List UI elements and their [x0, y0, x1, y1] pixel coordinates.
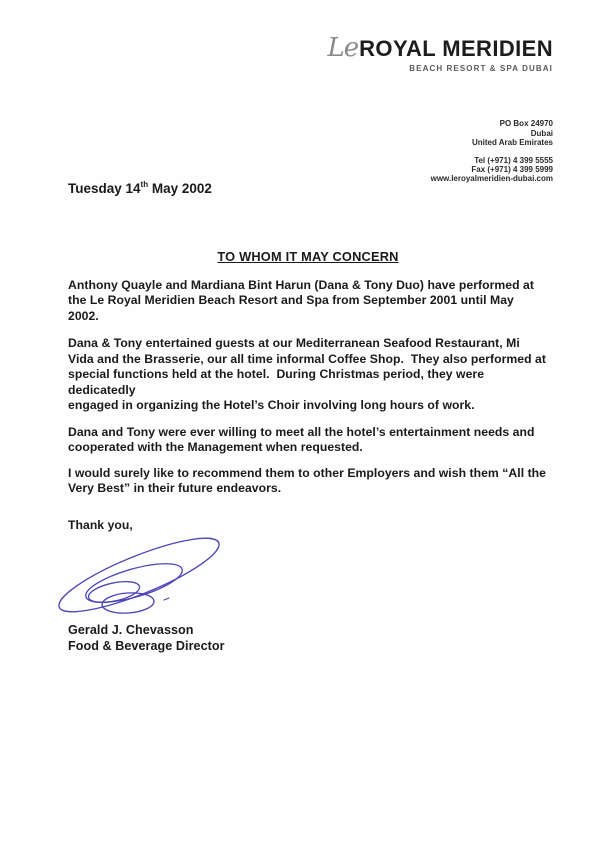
logo-tagline: BEACH RESORT & SPA DUBAI — [409, 64, 553, 73]
logo-wordmark — [327, 33, 553, 63]
body-line: cooperated with the Management when requested. — [68, 440, 363, 454]
address-line-city: Dubai — [530, 128, 553, 138]
closing-salutation: Thank you, — [68, 517, 133, 532]
hotel-logo — [327, 33, 553, 73]
body-line: special functions held at the hotel. During Christmas period, they were dedicatedly — [68, 367, 485, 397]
body-line: Dana & Tony entertained guests at our Mediterranean Seafood Restaurant, Mi — [68, 336, 520, 350]
signer-name: Gerald J. Chevasson — [68, 623, 194, 637]
body-line: I would surely like to recommend them to other Employers and wish them “All the — [68, 465, 546, 480]
paragraph-3 — [68, 425, 548, 456]
subject-line: TO WHOM IT MAY CONCERN — [217, 249, 399, 264]
letter-body — [68, 249, 548, 654]
signature-scrawl-icon — [56, 535, 241, 623]
paragraph-2 — [68, 336, 548, 414]
letter-date — [68, 180, 212, 196]
address-line-pobox: PO Box 24970 — [499, 119, 553, 128]
body-line: Very Best” in their future endeavors. — [68, 481, 282, 495]
date-ordinal-superscript: th — [140, 180, 149, 189]
contact-block — [431, 156, 553, 183]
paragraph-4 — [68, 466, 548, 497]
website-text: www.leroyalmeridien-dubai.com — [430, 174, 553, 183]
address-line-country: United Arab Emirates — [471, 138, 553, 147]
logo-script-le: Le — [327, 33, 359, 63]
tel-line — [431, 156, 553, 165]
signature — [56, 535, 241, 623]
address-block — [472, 119, 553, 148]
fax-line — [431, 165, 553, 174]
fax-label: Fax — [471, 165, 486, 174]
paragraph-1 — [68, 278, 548, 325]
body-line: engaged in organizing the Hotel’s Choir involving long hours of work. — [68, 398, 475, 412]
logo-name-text: ROYAL MERIDIEN — [359, 36, 553, 61]
body-line: Anthony Quayle and Mardiana Bint Harun (Dana & Tony Duo) have performed at — [68, 277, 534, 292]
body-line: Dana and Tony were ever willing to meet all the hotel’s entertainment needs and — [68, 424, 535, 439]
tel-value: (+971) 4 399 5555 — [487, 156, 553, 165]
fax-value: (+971) 4 399 5999 — [487, 165, 553, 174]
signer-title: Food & Beverage Director — [68, 638, 225, 653]
date-month-part: May 2002 — [148, 181, 212, 196]
tel-label: Tel — [474, 156, 486, 165]
body-line: Vida and the Brasserie, our all time informal Coffee Shop. They also performed at — [68, 351, 546, 366]
date-day-part: Tuesday 14 — [68, 181, 141, 196]
body-line: the Le Royal Meridien Beach Resort and Spa from September 2001 until May 2002. — [68, 293, 514, 323]
